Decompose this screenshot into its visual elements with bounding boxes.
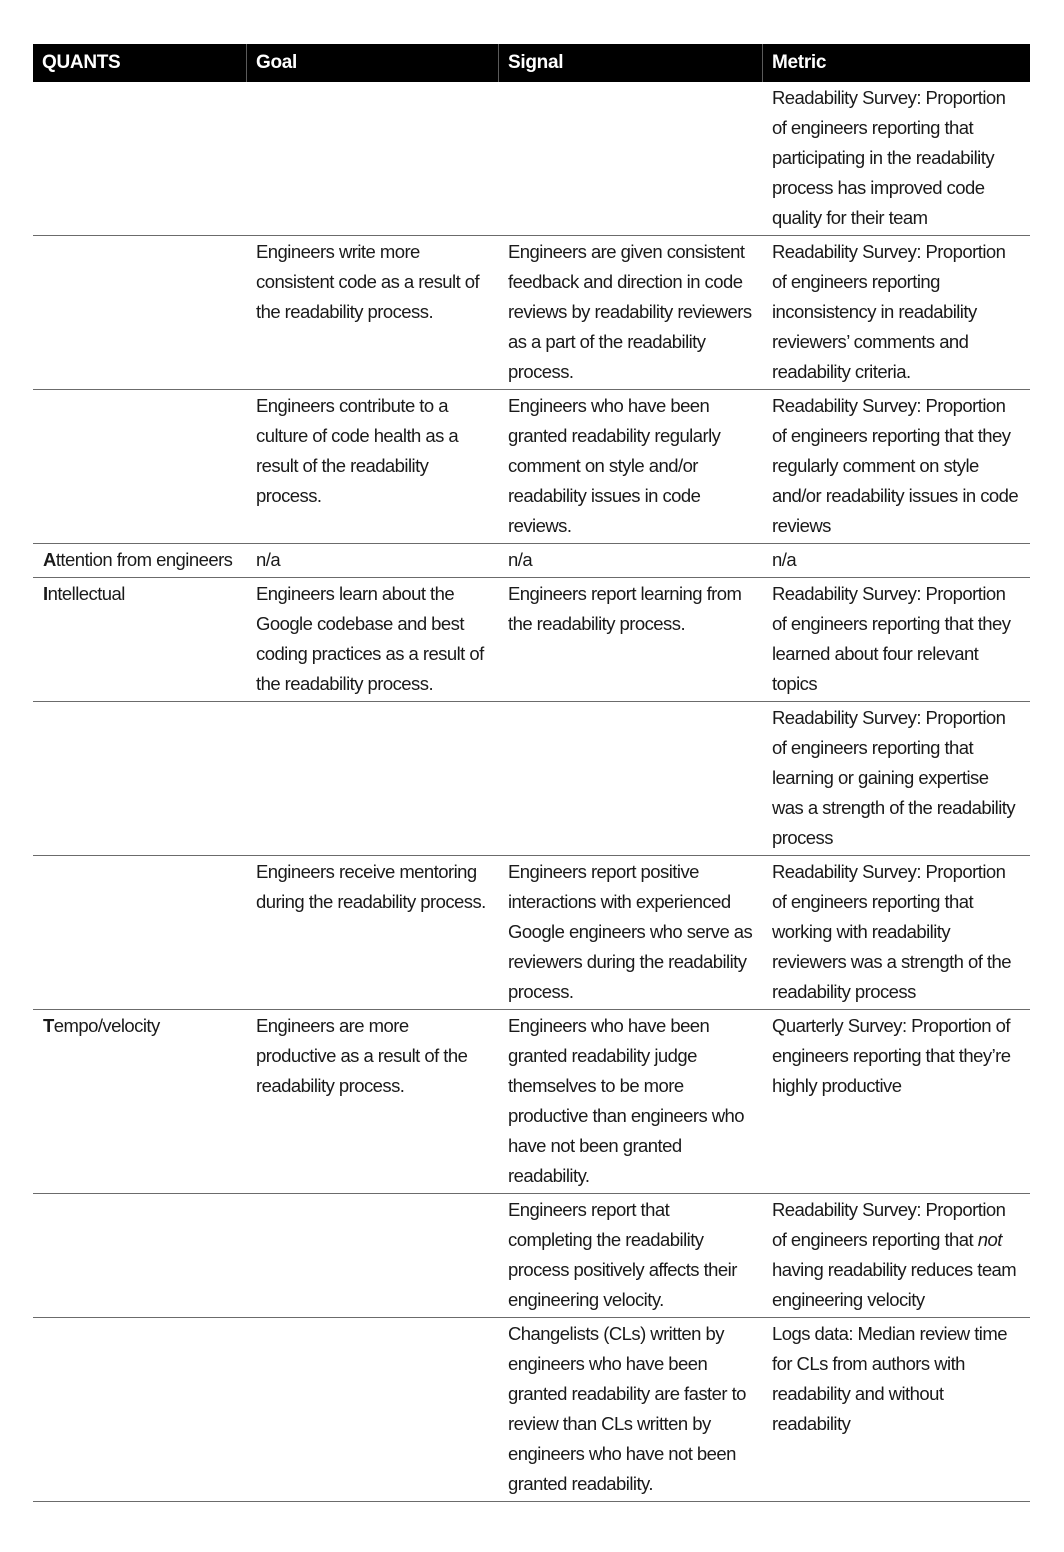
goal-cell (246, 82, 498, 235)
goal-cell: Engineers are more productive as a result of the readability process. (256, 1015, 468, 1096)
table-row (33, 702, 1030, 856)
header-metric: Metric (762, 44, 1030, 82)
goal-cell (246, 1194, 498, 1317)
table-row (33, 578, 1030, 702)
signal-cell: Changelists (CLs) written by engineers who have been granted readability are faster to review than CLs written by engineers who have not been granted readability. (508, 1323, 746, 1494)
signal-cell: Engineers are given consistent feedback and direction in code reviews by readability reviewers as a part of the readability process. (508, 241, 752, 382)
signal-cell (498, 82, 762, 235)
quants-cell (33, 1194, 246, 1317)
quants-cell (33, 856, 246, 1009)
metric-cell: Readability Survey: Proportion of engineers reporting that participating in the readability process has improved code quality for their team (772, 87, 1006, 228)
quants-cell (33, 82, 246, 235)
signal-cell: Engineers report that completing the readability process positively affects their engineering velocity. (508, 1199, 737, 1310)
metric-cell: Readability Survey: Proportion of engineers reporting that working with readability reviewers was a strength of the readability process (772, 861, 1011, 1002)
quants-cell: Intellectual (43, 583, 125, 604)
goal-cell: Engineers write more consistent code as a result of the readability process. (256, 241, 480, 322)
metric-cell: Readability Survey: Proportion of engineers reporting that they regularly comment on style and/or readability issues in code reviews (772, 395, 1019, 536)
table-row (33, 1194, 1030, 1318)
header-goal: Goal (246, 44, 498, 82)
table-row (33, 856, 1030, 1010)
header-quants: QUANTS (42, 52, 121, 73)
goal-cell: Engineers contribute to a culture of code health as a result of the readability process. (256, 395, 459, 506)
metric-cell: Logs data: Median review time for CLs from authors with readability and without readability (772, 1323, 1007, 1434)
table-row (33, 236, 1030, 390)
table-header (33, 44, 1030, 82)
table-row (33, 544, 1030, 578)
table-row (33, 1318, 1030, 1502)
signal-cell (498, 702, 762, 855)
quants-cell (33, 702, 246, 855)
quants-table (33, 44, 1030, 1502)
goal-cell: n/a (256, 549, 281, 570)
emphasis-not: not (977, 1229, 1002, 1250)
table-row (33, 82, 1030, 236)
metric-cell: Readability Survey: Proportion of engineers reporting that learning or gaining expertise was a strength of the readability process (772, 707, 1016, 848)
quants-cell (33, 236, 246, 389)
metric-cell: n/a (772, 549, 797, 570)
metric-cell: Readability Survey: Proportion of engineers reporting that not having readability reduces team engineering velocity (772, 1199, 1017, 1310)
signal-cell: Engineers who have been granted readability regularly comment on style and/or readability issues in code reviews. (508, 395, 721, 536)
quants-cell (33, 390, 246, 543)
metric-cell: Readability Survey: Proportion of engineers reporting that they learned about four relevant topics (772, 583, 1011, 694)
header-signal: Signal (498, 44, 762, 82)
quants-cell: Attention from engineers (43, 549, 233, 570)
signal-cell: Engineers report learning from the readability process. (508, 583, 742, 634)
goal-cell: Engineers receive mentoring during the readability process. (256, 861, 486, 912)
table-row (33, 390, 1030, 544)
table-row (33, 1010, 1030, 1194)
signal-cell: n/a (508, 549, 533, 570)
metric-cell: Quarterly Survey: Proportion of engineers reporting that they’re highly productive (772, 1015, 1011, 1096)
signal-cell: Engineers report positive interactions with experienced Google engineers who serve as reviewers during the readability process. (508, 861, 753, 1002)
metric-cell: Readability Survey: Proportion of engineers reporting inconsistency in readability reviewers’ comments and readability criteria. (772, 241, 1006, 382)
quants-cell: Tempo/velocity (43, 1015, 160, 1036)
goal-cell (246, 1318, 498, 1501)
goal-cell (246, 702, 498, 855)
signal-cell: Engineers who have been granted readability judge themselves to be more productive than engineers who have not been granted readability. (508, 1015, 745, 1186)
quants-cell (33, 1318, 246, 1501)
goal-cell: Engineers learn about the Google codebase and best coding practices as a result of the readability process. (256, 583, 484, 694)
